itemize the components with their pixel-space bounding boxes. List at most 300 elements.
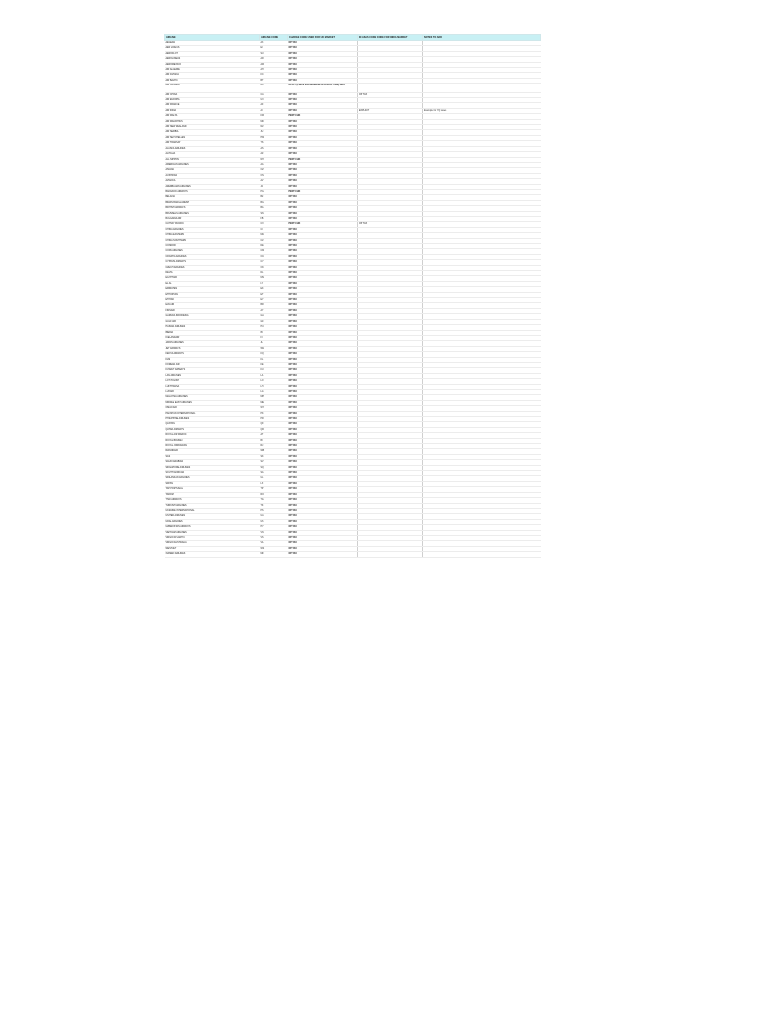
- cell-airline-code: AZ: [260, 152, 288, 157]
- cell-uk-charge-code: OP TAX: [288, 335, 358, 340]
- cell-airline-name: LUFTHANSA: [165, 384, 260, 389]
- cell-airline-name: THAI AIRWAYS: [165, 498, 260, 503]
- cell-airline-code: SA: [260, 471, 288, 476]
- cell-airline-code: AR: [260, 57, 288, 62]
- cell-airline-name: MIDDLE EAST AIRLINES: [165, 400, 260, 405]
- cell-airline-code: AI: [260, 108, 288, 113]
- cell-airline-name: AIR CHINA: [165, 92, 260, 97]
- cell-airline-name: AZERBAIJAN AIRLINES: [165, 184, 260, 189]
- cell-airline-code: LY: [260, 281, 288, 286]
- cell-airline-code: BA: [260, 206, 288, 211]
- cell-airline-code: LA: [260, 373, 288, 378]
- cell-airline-name: TAP PORTUGAL: [165, 487, 260, 492]
- cell-airline-code: JU: [260, 130, 288, 135]
- cell-airline-code: UL: [260, 476, 288, 481]
- cell-airline-name: JAPAN AIRLINES: [165, 341, 260, 346]
- cell-airline-name: AIR CANADA: [165, 84, 260, 92]
- cell-uk-charge-code: OP TAX: [288, 471, 358, 476]
- cell-airline-code: B2: [260, 195, 288, 200]
- cell-airline-code: GF: [260, 319, 288, 324]
- cell-uk-charge-code: OP TAX: [288, 319, 358, 324]
- cell-airline-code: KE: [260, 362, 288, 367]
- cell-airline-name: AIR ASTANA: [165, 73, 260, 78]
- cell-airline-name: WESTJET: [165, 546, 260, 551]
- cell-airline-name: AVIANCA: [165, 179, 260, 184]
- table-row: [165, 552, 541, 557]
- cell-airline-code: EK: [260, 287, 288, 292]
- cell-airline-code: VA: [260, 541, 288, 546]
- cell-india-code: EXPLICIT: [358, 108, 423, 113]
- header-airline: AIRLINE: [165, 35, 260, 41]
- cell-airline-code: SN: [260, 211, 288, 216]
- cell-airline-code: SQ: [260, 465, 288, 470]
- cell-airline-name: LUXAIR: [165, 389, 260, 394]
- cell-airline-code: BT: [260, 78, 288, 83]
- cell-airline-name: HAINAN AIRLINES: [165, 325, 260, 330]
- cell-airline-name: OMAN AIR: [165, 406, 260, 411]
- cell-uk-charge-code: PENT CHK: [288, 222, 358, 227]
- cell-airline-code: SV: [260, 460, 288, 465]
- cell-uk-charge-code: OP TAX: [288, 265, 358, 270]
- cell-airline-code: MH: [260, 395, 288, 400]
- cell-airline-code: LX: [260, 481, 288, 486]
- cell-airline-code: BG: [260, 200, 288, 205]
- cell-airline-code: WY: [260, 406, 288, 411]
- cell-airline-name: AIR MAURITIUS: [165, 119, 260, 124]
- cell-uk-charge-code: OP TAX: [288, 303, 358, 308]
- cell-airline-name: IBERIA: [165, 330, 260, 335]
- cell-airline-name: BULGARIA AIR: [165, 216, 260, 221]
- cell-uk-charge-code: OP TAX: [288, 417, 358, 422]
- cell-airline-code: UA: [260, 514, 288, 519]
- cell-uk-charge-code: OP TAX: [288, 492, 358, 497]
- cell-airline-code: QF: [260, 422, 288, 427]
- cell-airline-name: AIR TRANSAT: [165, 141, 260, 146]
- cell-uk-charge-code: OP TAX: [288, 78, 358, 83]
- cell-airline-name: CYPRUS AIRWAYS: [165, 260, 260, 265]
- cell-airline-name: ALL NIPPON: [165, 157, 260, 162]
- cell-uk-charge-code: OP TAX: [288, 92, 358, 97]
- cell-airline-name: EVA AIR: [165, 303, 260, 308]
- cell-notes: [423, 552, 541, 557]
- cell-airline-code: OS: [260, 173, 288, 178]
- cell-airline-code: NZ: [260, 125, 288, 130]
- cell-uk-charge-code: OP TAX: [288, 330, 358, 335]
- cell-airline-name: ICELANDAIR: [165, 335, 260, 340]
- cell-airline-code: CY: [260, 260, 288, 265]
- cell-uk-charge-code: OP TAX: [288, 438, 358, 443]
- cell-airline-code: BI: [260, 438, 288, 443]
- cell-uk-charge-code: OP TAX: [288, 238, 358, 243]
- cell-uk-charge-code: PENT CHK: [288, 114, 358, 119]
- cell-airline-name: CHINA AIRLINES: [165, 227, 260, 232]
- cell-airline-name: ETIHAD: [165, 298, 260, 303]
- cell-airline-code: AA: [260, 162, 288, 167]
- cell-uk-charge-code: OP TAX: [288, 406, 358, 411]
- cell-airline-code: NH: [260, 157, 288, 162]
- cell-uk-charge-code: OP TAX: [288, 552, 358, 557]
- cell-airline-code: LH: [260, 384, 288, 389]
- cell-airline-name: AIR EUROPA: [165, 98, 260, 103]
- cell-airline-code: OZ: [260, 168, 288, 173]
- cell-airline-code: OU: [260, 254, 288, 259]
- cell-airline-name: GULF AIR: [165, 319, 260, 324]
- cell-uk-charge-code: OP TAX: [288, 525, 358, 530]
- cell-airline-name: UKRAINE INTERNATIONAL: [165, 508, 260, 513]
- cell-airline-name: URAL AIRLINES: [165, 519, 260, 524]
- header-airline-code: AIRLINE CODE: [260, 35, 288, 41]
- cell-airline-name: PHILIPPINE AIRLINES: [165, 417, 260, 422]
- cell-airline-name: KENYA AIRWAYS: [165, 352, 260, 357]
- cell-airline-code: FB: [260, 216, 288, 221]
- cell-airline-code: MS: [260, 276, 288, 281]
- cell-airline-code: EI: [260, 46, 288, 51]
- cell-airline-name: AIR BALTIC: [165, 78, 260, 83]
- cell-airline-code: PG: [260, 189, 288, 194]
- cell-airline-code: HY: [260, 525, 288, 530]
- cell-airline-name: AIR INDIA: [165, 108, 260, 113]
- cell-uk-charge-code: OP TAX: [288, 206, 358, 211]
- cell-airline-code: PR: [260, 417, 288, 422]
- cell-airline-code: DL: [260, 271, 288, 276]
- cell-airline-code: JL: [260, 341, 288, 346]
- cell-airline-name: RWANDAIR: [165, 449, 260, 454]
- cell-airline-code: CZ: [260, 238, 288, 243]
- cell-airline-name: BIMAN BANGLADESH: [165, 200, 260, 205]
- cell-airline-code: KM: [260, 114, 288, 119]
- cell-airline-name: EMIRATES: [165, 287, 260, 292]
- cell-airline-code: IB: [260, 330, 288, 335]
- cell-airline-name: ROYAL AIR MAROC: [165, 433, 260, 438]
- cell-uk-charge-code: OP TAX: [288, 314, 358, 319]
- cell-uk-charge-code: OP TAX: [288, 325, 358, 330]
- cell-uk-charge-code: OP TAX: [288, 476, 358, 481]
- cell-airline-name: VIRGIN ATLANTIC: [165, 535, 260, 540]
- cell-airline-name: KLM: [165, 357, 260, 362]
- cell-airline-name: TURKISH AIRLINES: [165, 503, 260, 508]
- cell-airline-code: MU: [260, 233, 288, 238]
- cell-airline-code: KQ: [260, 352, 288, 357]
- cell-uk-charge-code: OP TAX: [288, 260, 358, 265]
- cell-uk-charge-code: OP TAX: [288, 287, 358, 292]
- cell-uk-charge-code: OP TAX: [288, 411, 358, 416]
- cell-airline-code: 9W: [260, 346, 288, 351]
- cell-india-code: OP TAX: [358, 92, 423, 97]
- cell-uk-charge-code: OP TAX: [288, 368, 358, 373]
- cell-airline-name: SAUDI ARABIAN: [165, 460, 260, 465]
- cell-uk-charge-code: OP TAX: [288, 195, 358, 200]
- cell-uk-charge-code: OP TAX: [288, 179, 358, 184]
- cell-uk-charge-code: OP TAX: [288, 449, 358, 454]
- cell-uk-charge-code: OP TAX: [288, 308, 358, 313]
- cell-uk-charge-code: OP TAX: [288, 211, 358, 216]
- cell-airline-name: AUSTRIAN: [165, 173, 260, 178]
- cell-airline-code: RJ: [260, 444, 288, 449]
- cell-airline-code: CM: [260, 249, 288, 254]
- cell-airline-name: LOT POLISH: [165, 379, 260, 384]
- cell-uk-charge-code: OP TAX: [288, 271, 358, 276]
- cell-airline-code: AH: [260, 68, 288, 73]
- cell-uk-charge-code: OP TAX: [288, 233, 358, 238]
- cell-airline-name: QATAR AIRWAYS: [165, 427, 260, 432]
- cell-uk-charge-code: OP TAX: [288, 200, 358, 205]
- cell-airline-name: SINGAPORE AIRLINES: [165, 465, 260, 470]
- cell-airline-name: CHINA EASTERN: [165, 233, 260, 238]
- cell-airline-code: A3: [260, 41, 288, 46]
- cell-airline-code: TG: [260, 498, 288, 503]
- cell-airline-code: J2: [260, 184, 288, 189]
- cell-notes: [423, 84, 541, 92]
- cell-airline-name: BRUSSELS AIRLINES: [165, 211, 260, 216]
- cell-uk-charge-code: OP TAX: [288, 487, 358, 492]
- cell-airline-name: EGYPTAIR: [165, 276, 260, 281]
- cell-airline-name: AMERICAN AIRLINES: [165, 162, 260, 167]
- cell-airline-code: PS: [260, 508, 288, 513]
- cell-india-code: [358, 84, 423, 92]
- cell-uk-charge-code: OP TAX: [288, 530, 358, 535]
- header-india-code: IN ASAS CODE CODE FOR INDIA MARKET: [358, 35, 423, 41]
- cell-uk-charge-code: OP TAX: [288, 427, 358, 432]
- cell-airline-name: LAN AIRLINES: [165, 373, 260, 378]
- cell-airline-name: MALAYSIA AIRLINES: [165, 395, 260, 400]
- cell-airline-name: PAKISTAN INTERNATIONAL: [165, 411, 260, 416]
- cell-uk-charge-code: OP TAX: [288, 465, 358, 470]
- cell-uk-charge-code: OP TAX: [288, 162, 358, 167]
- cell-airline-code: WS: [260, 546, 288, 551]
- cell-airline-code: UX: [260, 98, 288, 103]
- cell-uk-charge-code: OP TAX: [288, 541, 358, 546]
- cell-airline-code: LO: [260, 379, 288, 384]
- cell-airline-code: HM: [260, 135, 288, 140]
- cell-airline-name: BELAVIA: [165, 195, 260, 200]
- cell-uk-charge-code: OP TAX: [288, 130, 358, 135]
- cell-uk-charge-code: OP TAX: [288, 108, 358, 113]
- cell-india-code: [358, 552, 423, 557]
- cell-airline-code: KL: [260, 357, 288, 362]
- cell-airline-name: CHINA SOUTHERN: [165, 238, 260, 243]
- cell-uk-charge-code: OP TAX: [288, 249, 358, 254]
- cell-uk-charge-code: OP TAX: [288, 227, 358, 232]
- cell-airline-name: KUWAIT AIRWAYS: [165, 368, 260, 373]
- cell-uk-charge-code: OP TAX: [288, 384, 358, 389]
- cell-uk-charge-code: OP TAX: [288, 362, 358, 367]
- cell-airline-name: AIR SERBIA: [165, 130, 260, 135]
- cell-airline-name: AEGEAN: [165, 41, 260, 46]
- cell-airline-name: SWISS: [165, 481, 260, 486]
- header-notes: NOTES TO ADD: [423, 35, 541, 41]
- table-row: [165, 84, 541, 92]
- cell-airline-name: FINNAIR: [165, 308, 260, 313]
- cell-airline-code: KU: [260, 368, 288, 373]
- cell-uk-charge-code: OP TAX: [288, 216, 358, 221]
- spreadsheet: [164, 34, 540, 558]
- cell-uk-charge-code: OP TAX: [288, 481, 358, 486]
- cell-airline-code: AS: [260, 146, 288, 151]
- cell-airline-name: QANTAS: [165, 422, 260, 427]
- cell-uk-charge-code: OP TAX: [288, 341, 358, 346]
- cell-airline-code: RO: [260, 492, 288, 497]
- cell-airline-code: CA: [260, 92, 288, 97]
- cell-uk-charge-code: OP TAX: [288, 62, 358, 67]
- cell-uk-charge-code: OP TAX: [288, 73, 358, 78]
- cell-airline-code: TK: [260, 503, 288, 508]
- cell-airline-code: LG: [260, 389, 288, 394]
- cell-uk-charge-code: OP TAX: [288, 433, 358, 438]
- cell-uk-charge-code: OP TAX: [288, 168, 358, 173]
- cell-airline-name: ALITALIA: [165, 152, 260, 157]
- cell-airline-code: SU: [260, 51, 288, 56]
- cell-airline-code: OK: [260, 265, 288, 270]
- cell-airline-code: SK: [260, 454, 288, 459]
- cell-airline-name: SRILANKAN AIRLINES: [165, 476, 260, 481]
- cell-airline-code: MK: [260, 119, 288, 124]
- cell-uk-charge-code: OP TAX: [288, 276, 358, 281]
- cell-airline-name: GARUDA INDONESIA: [165, 314, 260, 319]
- cell-uk-charge-code: OP TAX: [288, 57, 358, 62]
- cell-airline-name: SOUTH AFRICAN: [165, 471, 260, 476]
- cell-uk-charge-code: OP TAX: [288, 422, 358, 427]
- cell-uk-charge-code: OP TAX: [288, 460, 358, 465]
- cell-airline-code: GA: [260, 314, 288, 319]
- cell-airline-name: ALASKA AIRLINES: [165, 146, 260, 151]
- cell-uk-charge-code: PENT CHK: [288, 189, 358, 194]
- cell-airline-name: AIR ALGERIE: [165, 68, 260, 73]
- cell-airline-name: AER LINGUS: [165, 46, 260, 51]
- cell-uk-charge-code: OP TAX: [288, 46, 358, 51]
- cell-airline-name: AIR SEYCHELLES: [165, 135, 260, 140]
- cell-uk-charge-code: OP TAX: [288, 352, 358, 357]
- cell-india-code: OP TAX: [358, 222, 423, 227]
- cell-airline-code: CI: [260, 227, 288, 232]
- cell-airline-name: CONDOR: [165, 244, 260, 249]
- cell-uk-charge-code: OP TAX: [288, 119, 358, 124]
- cell-airline-code: PK: [260, 411, 288, 416]
- cell-uk-charge-code: OP TAX: [288, 357, 358, 362]
- cell-airline-code: ME: [260, 400, 288, 405]
- cell-uk-charge-code: OP TAX: [288, 519, 358, 524]
- cell-uk-charge-code: APPLY (PRICE EXCHANGING IN FISCAL TIME) BOX: [288, 84, 358, 92]
- cell-airline-name: UNITED AIRLINES: [165, 514, 260, 519]
- cell-airline-code: ET: [260, 292, 288, 297]
- cell-airline-name: KOREAN AIR: [165, 362, 260, 367]
- cell-airline-name: AEROMEXICO: [165, 62, 260, 67]
- cell-airline-name: JET AIRWAYS: [165, 346, 260, 351]
- cell-airline-name: ASIANA: [165, 168, 260, 173]
- cell-uk-charge-code: OP TAX: [288, 184, 358, 189]
- cell-uk-charge-code: OP TAX: [288, 454, 358, 459]
- cell-airline-code: WB: [260, 449, 288, 454]
- cell-uk-charge-code: OP TAX: [288, 244, 358, 249]
- cell-uk-charge-code: OP TAX: [288, 444, 358, 449]
- cell-uk-charge-code: OP TAX: [288, 98, 358, 103]
- cell-airline-code: VS: [260, 535, 288, 540]
- cell-uk-charge-code: OP TAX: [288, 535, 358, 540]
- table-body: [165, 41, 541, 558]
- cell-airline-name: COPA AIRLINES: [165, 249, 260, 254]
- cell-uk-charge-code: OP TAX: [288, 103, 358, 108]
- cell-airline-code: VN: [260, 530, 288, 535]
- cell-airline-name: VIETNAM AIRLINES: [165, 530, 260, 535]
- cell-airline-code: AT: [260, 433, 288, 438]
- cell-uk-charge-code: OP TAX: [288, 346, 358, 351]
- cell-uk-charge-code: OP TAX: [288, 373, 358, 378]
- cell-airline-name: DELTA: [165, 271, 260, 276]
- cell-airline-name: XIAMEN AIRLINES: [165, 552, 260, 557]
- cell-airline-code: KC: [260, 73, 288, 78]
- cell-airline-name: ETHIOPIAN: [165, 292, 260, 297]
- airline-charge-table: [164, 34, 541, 558]
- cell-uk-charge-code: OP TAX: [288, 146, 358, 151]
- cell-uk-charge-code: OP TAX: [288, 498, 358, 503]
- cell-uk-charge-code: OP TAX: [288, 152, 358, 157]
- cell-airline-name: BANGKOK AIRWAYS: [165, 189, 260, 194]
- cell-airline-name: EL AL: [165, 281, 260, 286]
- cell-uk-charge-code: OP TAX: [288, 281, 358, 286]
- cell-uk-charge-code: OP TAX: [288, 173, 358, 178]
- cell-airline-code: BR: [260, 303, 288, 308]
- header-uk-charge-code: CHARGE CODE USED FOR UK MARKET: [288, 35, 358, 41]
- cell-airline-name: SAS: [165, 454, 260, 459]
- cell-airline-name: CATHAY PACIFIC: [165, 222, 260, 227]
- cell-uk-charge-code: OP TAX: [288, 546, 358, 551]
- cell-uk-charge-code: OP TAX: [288, 292, 358, 297]
- cell-airline-code: CX: [260, 222, 288, 227]
- cell-airline-name: AIR NEW ZEALAND: [165, 125, 260, 130]
- cell-airline-name: UZBEKISTAN AIRWAYS: [165, 525, 260, 530]
- cell-airline-name: VIRGIN AUSTRALIA: [165, 541, 260, 546]
- cell-airline-code: U6: [260, 519, 288, 524]
- cell-airline-code: AF: [260, 103, 288, 108]
- cell-uk-charge-code: OP TAX: [288, 400, 358, 405]
- cell-uk-charge-code: OP TAX: [288, 68, 358, 73]
- cell-airline-code: FI: [260, 335, 288, 340]
- cell-airline-code: AY: [260, 308, 288, 313]
- cell-airline-name: ROYAL BRUNEI: [165, 438, 260, 443]
- cell-airline-code: HU: [260, 325, 288, 330]
- cell-uk-charge-code: OP TAX: [288, 125, 358, 130]
- cell-uk-charge-code: OP TAX: [288, 135, 358, 140]
- cell-airline-code: MF: [260, 552, 288, 557]
- cell-airline-code: QR: [260, 427, 288, 432]
- cell-uk-charge-code: OP TAX: [288, 141, 358, 146]
- cell-airline-name: CZECH AIRLINES: [165, 265, 260, 270]
- cell-airline-code: AM: [260, 62, 288, 67]
- cell-uk-charge-code: OP TAX: [288, 298, 358, 303]
- cell-airline-name: CROATIA AIRLINES: [165, 254, 260, 259]
- cell-airline-name: AIR MALTA: [165, 114, 260, 119]
- cell-airline-name: AEROLINEAS: [165, 57, 260, 62]
- cell-airline-code: AV: [260, 179, 288, 184]
- cell-airline-code: AC: [260, 84, 288, 92]
- cell-airline-name: BRITISH AIRWAYS: [165, 206, 260, 211]
- cell-airline-name: ROYAL JORDANIAN: [165, 444, 260, 449]
- cell-uk-charge-code: OP TAX: [288, 514, 358, 519]
- cell-airline-code: EY: [260, 298, 288, 303]
- cell-uk-charge-code: PENT CHK: [288, 157, 358, 162]
- cell-airline-code: TP: [260, 487, 288, 492]
- cell-uk-charge-code: OP TAX: [288, 389, 358, 394]
- cell-uk-charge-code: OP TAX: [288, 51, 358, 56]
- cell-airline-name: AEROFLOT: [165, 51, 260, 56]
- cell-airline-name: TAROM: [165, 492, 260, 497]
- cell-uk-charge-code: OP TAX: [288, 379, 358, 384]
- cell-uk-charge-code: OP TAX: [288, 503, 358, 508]
- cell-uk-charge-code: OP TAX: [288, 395, 358, 400]
- cell-airline-code: TS: [260, 141, 288, 146]
- cell-uk-charge-code: OP TAX: [288, 41, 358, 46]
- cell-uk-charge-code: OP TAX: [288, 254, 358, 259]
- cell-uk-charge-code: OP TAX: [288, 508, 358, 513]
